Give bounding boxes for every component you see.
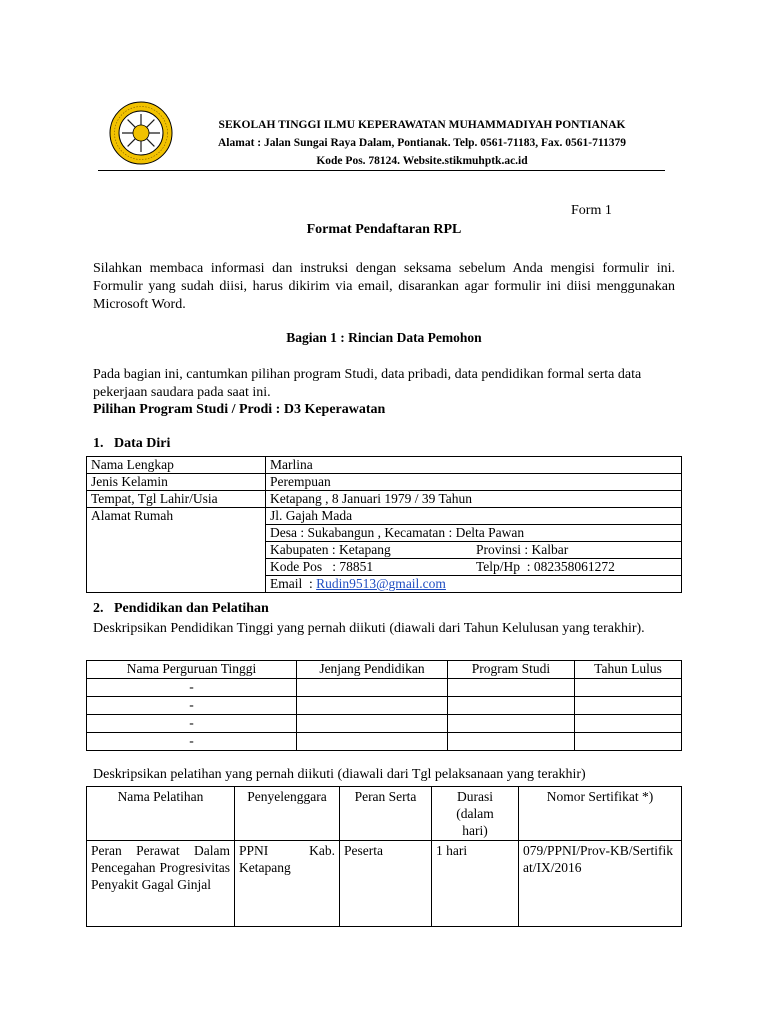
bagian-1-instructions: Pada bagian ini, cantumkan pilihan program Studi, data pribadi, data pendidikan formal serta data pekerjaan saudara pada saat ini. xyxy=(93,367,642,400)
value-telp[interactable]: Telp/Hp : 082358061272 xyxy=(476,559,615,574)
table-header-row xyxy=(87,787,682,841)
cell[interactable] xyxy=(297,733,448,751)
email-cell xyxy=(266,576,682,593)
value-nama[interactable]: Marlina xyxy=(266,457,682,474)
col-jenjang: Jenjang Pendidikan xyxy=(297,661,448,679)
cell-nomor-sertifikat[interactable]: 079/PPNI/Prov-KB/Sertifikat/IX/2016 xyxy=(519,841,682,927)
label-nama: Nama Lengkap xyxy=(87,457,266,474)
institution-address: Alamat : Jalan Sungai Raya Dalam, Pontianak. Telp. 0561-71183, Fax. 0561-711379 xyxy=(218,137,626,149)
table-row xyxy=(87,697,682,715)
program-choice: Pilihan Program Studi / Prodi : D3 Keperawatan xyxy=(93,402,386,417)
cell[interactable] xyxy=(448,733,575,751)
table-row xyxy=(87,679,682,697)
col-prodi: Program Studi xyxy=(448,661,575,679)
table-row xyxy=(87,457,682,474)
col-durasi: Durasi (dalam hari) xyxy=(432,787,519,841)
education-instructions: Deskripsikan Pendidikan Tinggi yang pernah diikuti (diawali dari Tahun Kelulusan yang terakhir). xyxy=(93,621,645,636)
col-penyelenggara: Penyelenggara xyxy=(235,787,340,841)
value-jalan[interactable]: Jl. Gajah Mada xyxy=(266,508,682,525)
cell[interactable] xyxy=(297,715,448,733)
form-title: Format Pendaftaran RPL xyxy=(306,222,462,237)
table-row xyxy=(87,491,682,508)
institution-logo xyxy=(108,100,174,166)
cell[interactable] xyxy=(448,697,575,715)
training-table xyxy=(86,786,682,927)
kabupaten-provinsi-cell xyxy=(266,542,682,559)
value-ttl[interactable]: Ketapang , 8 Januari 1979 / 39 Tahun xyxy=(266,491,682,508)
cell[interactable] xyxy=(448,679,575,697)
value-jenis-kelamin[interactable]: Perempuan xyxy=(266,474,682,491)
education-table xyxy=(86,660,682,751)
cell[interactable] xyxy=(575,715,682,733)
cell[interactable]: - xyxy=(87,679,297,697)
cell[interactable] xyxy=(575,679,682,697)
training-organizer: PPNI Kab. Ketapang xyxy=(239,843,335,875)
cell[interactable] xyxy=(575,697,682,715)
kodepos-telp-cell xyxy=(266,559,682,576)
cell[interactable]: - xyxy=(87,697,297,715)
label-jenis-kelamin: Jenis Kelamin xyxy=(87,474,266,491)
col-peran-serta: Peran Serta xyxy=(340,787,432,841)
col-tahun-lulus: Tahun Lulus xyxy=(575,661,682,679)
cell[interactable] xyxy=(297,679,448,697)
label-alamat: Alamat Rumah xyxy=(87,508,266,593)
form-instructions: Silahkan membaca informasi dan instruksi dengan seksama sebelum Anda mengisi formulir ini. Formulir yang sudah diisi, harus dikirim via email, disarankan agar formulir ini diisi menggunakan Microsoft Word. xyxy=(93,261,675,312)
section-title-bagian-1: Bagian 1 : Rincian Data Pemohon xyxy=(286,330,482,345)
institution-name: SEKOLAH TINGGI ILMU KEPERAWATAN MUHAMMADIYAH PONTIANAK xyxy=(218,119,626,131)
table-row xyxy=(87,508,682,525)
cell[interactable]: - xyxy=(87,715,297,733)
letterhead-divider xyxy=(98,170,665,171)
cell-peran-serta[interactable]: Peserta xyxy=(340,841,432,927)
cell[interactable]: - xyxy=(87,733,297,751)
cell[interactable] xyxy=(297,697,448,715)
value-kabupaten[interactable]: Kabupaten : Ketapang xyxy=(270,542,391,557)
table-header-row xyxy=(87,661,682,679)
cell-durasi[interactable]: 1 hari xyxy=(432,841,519,927)
label-email: Email : xyxy=(270,576,317,591)
heading-data-diri: 1. Data Diri xyxy=(93,436,171,451)
email-link[interactable]: Rudin9513@gmail.com xyxy=(316,576,446,591)
value-desa[interactable]: Desa : Sukabangun , Kecamatan : Delta Pawan xyxy=(266,525,682,542)
cell[interactable] xyxy=(448,715,575,733)
label-ttl: Tempat, Tgl Lahir/Usia xyxy=(87,491,266,508)
value-provinsi[interactable]: Provinsi : Kalbar xyxy=(476,542,569,557)
heading-pendidikan-pelatihan: 2. Pendidikan dan Pelatihan xyxy=(93,601,269,616)
table-row xyxy=(87,715,682,733)
col-nama-pelatihan: Nama Pelatihan xyxy=(87,787,235,841)
form-number: Form 1 xyxy=(571,203,612,218)
table-row xyxy=(87,841,682,927)
table-row xyxy=(87,474,682,491)
table-row xyxy=(87,733,682,751)
training-instructions: Deskripsikan pelatihan yang pernah diikuti (diawali dari Tgl pelaksanaan yang terakhir) xyxy=(93,767,586,782)
col-nomor-sertifikat: Nomor Sertifikat *) xyxy=(519,787,682,841)
cell[interactable] xyxy=(575,733,682,751)
cell-penyelenggara[interactable] xyxy=(235,841,340,927)
training-name: Peran Perawat Dalam Pencegahan Progresivitas Penyakit Gagal Ginjal xyxy=(91,843,230,892)
value-kode-pos[interactable]: Kode Pos : 78851 xyxy=(270,559,374,574)
col-nama-pt: Nama Perguruan Tinggi xyxy=(87,661,297,679)
institution-postal-website: Kode Pos. 78124. Website.stikmuhptk.ac.id xyxy=(316,155,528,167)
cell-nama-pelatihan[interactable] xyxy=(87,841,235,927)
personal-data-table xyxy=(86,456,682,593)
